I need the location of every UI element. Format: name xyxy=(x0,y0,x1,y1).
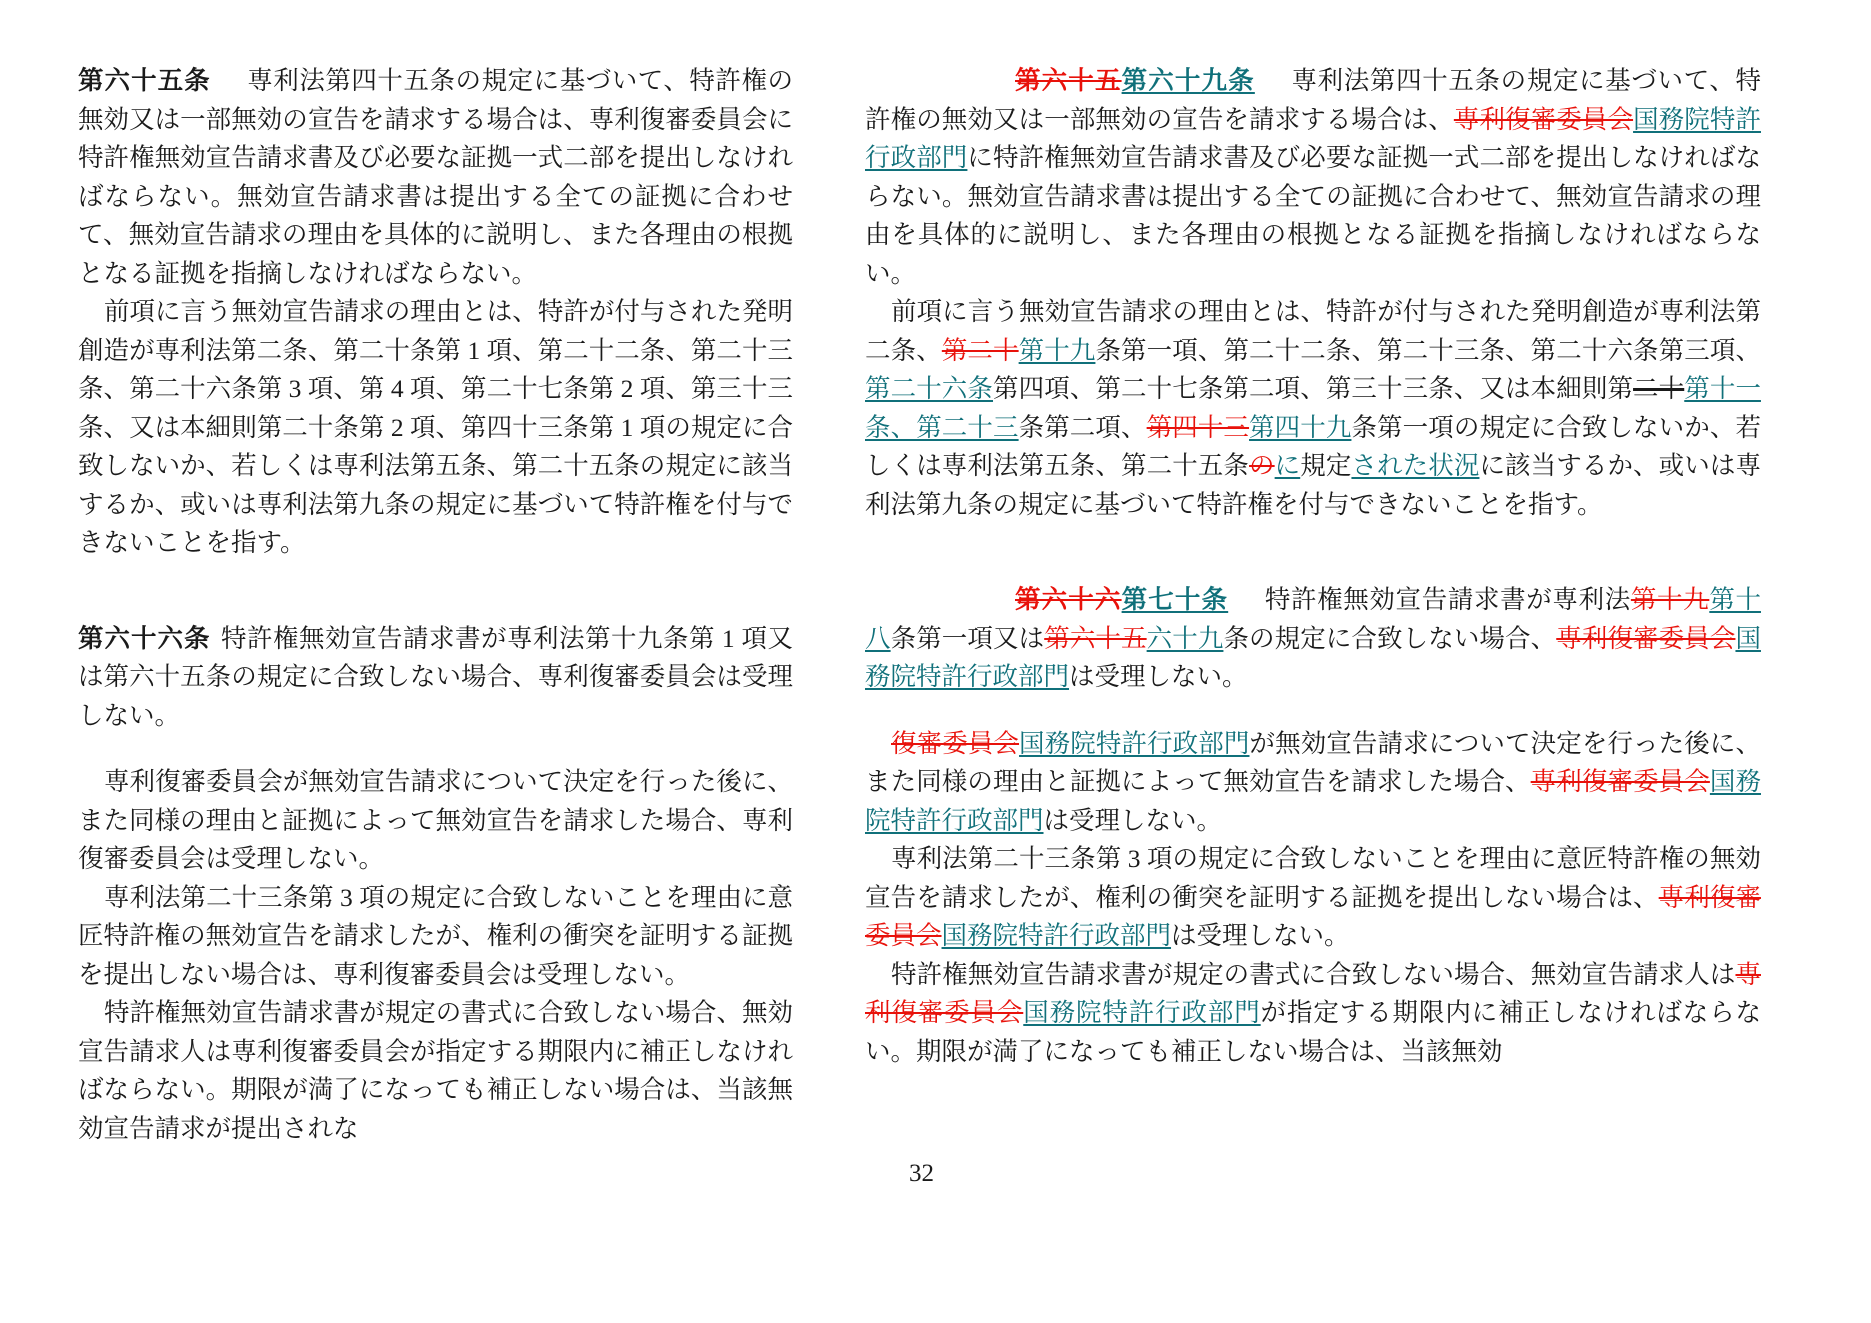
p2-insertion-article-11-23: 第十一条、第二十三 xyxy=(865,374,1761,442)
p2-insertion-article-26: 第二十六条 xyxy=(865,374,994,403)
article-69-insertion-council: 国務院特許行政部門 xyxy=(865,104,1761,172)
article-69-heading-insertion: 第六十九条 xyxy=(1121,66,1255,95)
article-66-paragraph-2: 専利復審委員会が無効宣告請求について決定を行った後に、また同様の理由と証拠によって無効宣告を請求した場合、専利復審委員会は受理しない。 xyxy=(78,767,793,873)
article-70-insertion-article-69: 六十九 xyxy=(1146,623,1224,653)
p2-deletion-article-20: 第二十 xyxy=(941,335,1019,365)
p2-insertion-article-19: 第十九 xyxy=(1018,335,1096,365)
a70-p3-segment-1: 専利法第二十三条第 3 項の規定に合致しないことを理由に意匠特許権の無効宣告を請求したが、権利の衝突を証明する証拠を提出しない場合は、 xyxy=(865,844,1761,912)
p2-segment-12: 条第一項の規定に合致しないか、若しくは専利法第五条、第二十五条 xyxy=(865,412,1761,480)
article-70-insertion-article-18: 第十八 xyxy=(865,585,1761,653)
article-70-deletion-article-65: 第六十五 xyxy=(1044,623,1147,653)
a70-p2-segment-6: は受理しない。 xyxy=(1043,805,1223,835)
a70-p4-segment-4: が指定する期限内に補正しなければならない。期限が満了になっても補正しない場合は、当該無効 xyxy=(865,998,1761,1066)
p2-insertion-sareta-joukyou: された状況 xyxy=(1351,451,1480,480)
article-70-deletion-article-19: 第十九 xyxy=(1630,585,1710,614)
article-70-deletion-committee: 専利復審委員会 xyxy=(1556,623,1736,653)
p2-segment-4: 条第一項、第二十二条、第二十三条、第二十六条第三項、 xyxy=(1095,335,1761,365)
article-66-paragraph-1 xyxy=(78,620,793,736)
left-column-original xyxy=(0,62,845,1148)
article-66-body-text: 特許権無効宣告請求書が専利法第十九条第 1 項又は第六十五条の規定に合致しない場合、専利復審委員会は受理しない。 xyxy=(78,623,793,730)
a70-p3-insertion-council: 国務院特許行政部門 xyxy=(941,921,1172,950)
article-66-paragraph-4: 特許権無効宣告請求書が規定の書式に合致しない場合、無効宣告請求人は専利復審委員会が指定する期限内に補正しなければならない。期限が満了になっても補正しない場合は、当該無効宣告請求が提出されな xyxy=(78,998,793,1143)
page-number: 32 xyxy=(909,1160,934,1187)
a70-p2-deletion-committee: 復審委員会 xyxy=(891,728,1020,758)
article-65-paragraph-2: 前項に言う無効宣告請求の理由とは、特許が付与された発明創造が専利法第二条、第二十条第 1 項、第二十二条、第二十三条、第二十六条第 3 項、第 4 項、第二十七条第 2 項、第三十三条、又は本細則第二十条第 2 項、第四十三条第 1 項の規定に合致しないか、若しくは専利法第五条、第二十五条の規定に該当するか、或いは専利法第九条の規定に基づいて特許権を付与できないことを指す。 xyxy=(78,297,793,557)
article-70-paragraph-2 xyxy=(865,725,1761,841)
article-70-heading-deletion: 第六十六 xyxy=(1015,585,1122,614)
article-69-heading-deletion: 第六十五 xyxy=(1015,66,1122,95)
article-65-heading: 第六十五条 xyxy=(78,66,211,95)
p2-segment-17: に該当するか、或いは専利法第九条の規定に基づいて特許権を付与できないことを指す。 xyxy=(865,451,1761,519)
article-70-segment-10: は受理しない。 xyxy=(1069,662,1248,691)
a70-p2-insertion-council-2: 国務院特許行政部門 xyxy=(865,767,1761,835)
a70-p2-deletion-committee-2: 専利復審委員会 xyxy=(1530,767,1710,796)
a70-p4-insertion-council: 国務院特許行政部門 xyxy=(1023,998,1261,1027)
article-69-paragraph-1 xyxy=(865,62,1761,293)
p2-segment-9: 条第二項、 xyxy=(1018,412,1147,442)
p2-deletion-article-43: 第四十三 xyxy=(1146,412,1250,442)
article-69-segment-4: に特許権無効宣告請求書及び必要な証拠一式二部を提出しなければならない。無効宣告請求書は提出する全ての証拠に合わせて、無効宣告請求の理由を具体的に説明し、また各理由の根拠となる証拠を指摘しなければならない。 xyxy=(865,143,1761,288)
a70-p3-deletion-committee: 専利復審委員会 xyxy=(865,882,1761,950)
a70-p3-segment-4: は受理しない。 xyxy=(1171,921,1350,950)
article-65-paragraph-1 xyxy=(78,62,793,293)
article-66-heading: 第六十六条 xyxy=(78,623,211,653)
article-70-segment-4: 条第一項又は xyxy=(890,623,1045,653)
article-69-segment-1: 専利法第四十五条の規定に基づいて、特許権の無効又は一部無効の宣告を請求する場合は、 xyxy=(865,66,1761,134)
a70-p2-insertion-council: 国務院特許行政部門 xyxy=(1019,728,1250,758)
p2-segment-6: 第四項、第二十七条第二項、第三十三条、又は本細則第 xyxy=(993,374,1634,403)
article-69-paragraph-2 xyxy=(865,293,1761,524)
article-69-deletion-committee: 専利復審委員会 xyxy=(1453,104,1634,134)
page-number-footer xyxy=(0,1160,1871,1188)
article-70-paragraph-3 xyxy=(865,840,1761,956)
article-66-paragraph-3: 専利法第二十三条第 3 項の規定に合致しないことを理由に意匠特許権の無効宣告を請求したが、権利の衝突を証明する証拠を提出しない場合は、専利復審委員会は受理しない。 xyxy=(78,882,793,989)
article-70-insertion-council: 国務院特許行政部門 xyxy=(865,623,1761,691)
article-65-body-text: 専利法第四十五条の規定に基づいて、特許権の無効又は一部無効の宣告を請求する場合は、専利復審委員会に特許権無効宣告請求書及び必要な証拠一式二部を提出しなければならない。無効宣告請求書は提出する全ての証拠に合わせて、無効宣告請求の理由を具体的に説明し、また各理由の根拠となる証拠を指摘しなければならない。 xyxy=(78,66,793,288)
a70-p2-segment-3: が無効宣告請求について決定を行った後に、また同様の理由と証拠によって無効宣告を請求した場合、 xyxy=(865,728,1761,796)
p2-segment-1: 前項に言う無効宣告請求の理由とは、特許が付与された発明創造が専利法第二条、 xyxy=(865,297,1761,365)
p2-segment-15: 規定 xyxy=(1300,451,1352,480)
article-70-segment-7: 条の規定に合致しない場合、 xyxy=(1223,623,1557,653)
article-70-heading-insertion: 第七十条 xyxy=(1121,585,1229,614)
article-70-paragraph-4 xyxy=(865,956,1761,1072)
right-column-revised xyxy=(845,62,1871,1148)
p2-deletion-black-twenty: 二十 xyxy=(1633,374,1685,403)
a70-p4-deletion-committee: 専利復審委員会 xyxy=(865,959,1761,1027)
p2-deletion-no-particle: の xyxy=(1249,451,1275,480)
two-column-comparison xyxy=(0,62,1871,1148)
a70-p4-segment-1: 特許権無効宣告請求書が規定の書式に合致しない場合、無効宣告請求人は xyxy=(891,959,1736,989)
article-70-segment-1: 特許権無効宣告請求書が専利法 xyxy=(1264,585,1631,614)
article-70-paragraph-1 xyxy=(865,581,1761,697)
p2-insertion-ni-particle: に xyxy=(1274,451,1301,480)
p2-insertion-article-49: 第四十九 xyxy=(1249,412,1352,442)
